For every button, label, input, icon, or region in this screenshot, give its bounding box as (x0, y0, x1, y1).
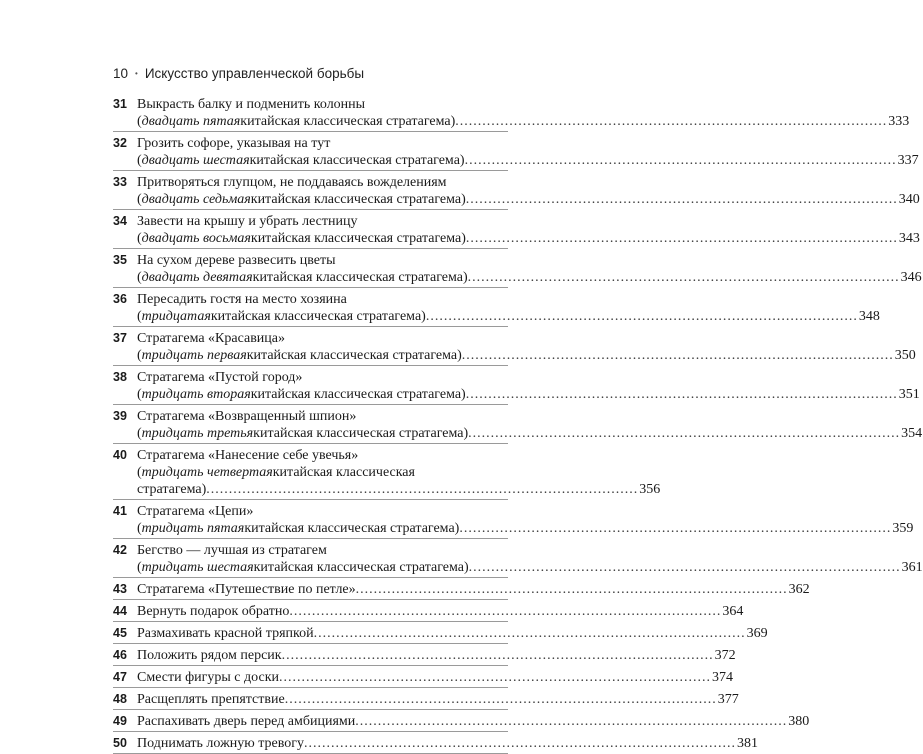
dot-leader (206, 481, 638, 498)
table-of-contents (113, 93, 923, 754)
title-line (137, 174, 920, 191)
chapter-number: 39 (113, 409, 127, 423)
title-text: Поднимать ложную тревогу (137, 736, 304, 751)
subtitle-text: китайская классическая стратагема) (246, 348, 462, 363)
dot-leader (285, 691, 717, 708)
page-ref: 369 (746, 626, 768, 641)
page-ref: 340 (898, 192, 920, 207)
title-line (137, 230, 920, 247)
title-line (137, 542, 923, 559)
page-ref: 372 (714, 648, 736, 663)
title-line (137, 386, 920, 403)
dot-leader (468, 425, 900, 442)
title-text: Выкрасть балку и подменить колонны (137, 97, 366, 112)
page-ref: 359 (892, 521, 914, 536)
title-line (137, 713, 809, 730)
chapter-number: 40 (113, 448, 127, 462)
subtitle-text: китайская классическая стратагема) (252, 270, 468, 285)
toc-entry[interactable] (113, 500, 914, 539)
page-ref: 361 (901, 560, 923, 575)
toc-entry[interactable] (113, 600, 744, 622)
chapter-title (137, 647, 736, 664)
title-text: Вернуть подарок обратно (137, 604, 290, 619)
open-paren: ( (137, 192, 142, 207)
page-ref: 362 (788, 582, 810, 597)
toc-entry[interactable] (113, 210, 920, 249)
title-text: На сухом дереве развесить цветы (137, 253, 336, 268)
title-line (137, 735, 758, 752)
toc-entry[interactable] (113, 327, 916, 366)
toc-entry[interactable] (113, 405, 923, 444)
title-line (137, 252, 922, 269)
chapter-number: 34 (113, 214, 127, 228)
subtitle-text: китайская классическая стратагема) (244, 521, 460, 536)
title-text: стратагема) (137, 482, 207, 497)
title-line (137, 447, 660, 464)
chapter-title (137, 252, 922, 286)
title-text: Стратагема «Нанесение себе увечья» (137, 448, 359, 463)
page-ref: 380 (788, 714, 810, 729)
dot-leader (465, 152, 897, 169)
title-text: Пересадить гостя на место хозяина (137, 292, 347, 307)
dot-leader (356, 581, 788, 598)
chapter-title (137, 174, 920, 208)
toc-entry[interactable] (113, 578, 810, 600)
chapter-number: 33 (113, 175, 127, 189)
page-ref: 354 (901, 426, 923, 441)
chapter-number: 45 (113, 626, 127, 640)
subtitle-text: китайская классическая стратагема) (253, 560, 469, 575)
title-line (137, 691, 739, 708)
title-text: Распахивать дверь перед амбициями (137, 714, 356, 729)
ordinal-italic: тридцать четвертая (141, 465, 273, 480)
toc-entry[interactable] (113, 666, 733, 688)
title-line (137, 408, 922, 425)
chapter-number: 38 (113, 370, 127, 384)
chapter-title (137, 503, 913, 537)
chapter-number: 43 (113, 582, 127, 596)
ordinal-italic: тридцать вторая (141, 387, 251, 402)
chapter-title (137, 369, 920, 403)
title-text: Стратагема «Красавица» (137, 331, 286, 346)
open-paren: ( (137, 465, 142, 480)
chapter-title (137, 603, 743, 620)
page-number: 10 (113, 66, 129, 81)
title-text: Расщеплять препятствие (137, 692, 285, 707)
subtitle-text: китайская классическая стратагема) (240, 114, 456, 129)
dot-leader (468, 269, 900, 286)
title-text: Бегство — лучшая из стратагем (137, 543, 327, 558)
chapter-title (137, 669, 733, 686)
subtitle-text: китайская классическая стратагема) (253, 426, 469, 441)
chapter-title (137, 713, 809, 730)
title-line (137, 481, 660, 498)
chapter-number: 44 (113, 604, 127, 618)
ordinal-italic: тридцать пятая (141, 521, 245, 536)
chapter-title (137, 135, 919, 169)
title-line (137, 269, 922, 286)
chapter-number: 37 (113, 331, 127, 345)
toc-entry[interactable] (113, 366, 920, 405)
chapter-title (137, 408, 922, 442)
toc-entry[interactable] (113, 249, 922, 288)
chapter-number: 48 (113, 692, 127, 706)
dot-leader (279, 669, 711, 686)
dot-leader (462, 347, 894, 364)
title-text: Смести фигуры с доски (137, 670, 279, 685)
toc-entry[interactable] (113, 171, 920, 210)
toc-entry[interactable] (113, 132, 919, 171)
title-line (137, 308, 880, 325)
chapter-title (137, 735, 758, 752)
open-paren: ( (137, 521, 142, 536)
dot-leader (289, 603, 721, 620)
chapter-number: 42 (113, 543, 127, 557)
subtitle-text: китайская классическая (272, 465, 415, 480)
page-ref: 346 (900, 270, 922, 285)
chapter-title (137, 625, 768, 642)
title-line (137, 113, 909, 130)
dot-leader (455, 113, 887, 130)
toc-entry[interactable] (113, 732, 758, 754)
title-text: Притворяться глупцом, не поддаваясь вожделениям (137, 175, 447, 190)
chapter-title (137, 213, 920, 247)
open-paren: ( (137, 309, 142, 324)
page-ref: 333 (888, 114, 910, 129)
subtitle-text: китайская классическая стратагема) (250, 192, 466, 207)
page-ref: 364 (722, 604, 744, 619)
running-header (113, 66, 364, 81)
toc-entry[interactable] (113, 644, 736, 666)
title-line (137, 96, 909, 113)
title-text: Стратагема «Пустой город» (137, 370, 303, 385)
toc-entry[interactable] (113, 444, 661, 500)
chapter-number: 46 (113, 648, 127, 662)
ordinal-italic: двадцать девятая (141, 270, 253, 285)
page-ref: 337 (897, 153, 919, 168)
toc-entry[interactable] (113, 622, 768, 644)
dot-leader (304, 735, 736, 752)
title-line (137, 581, 810, 598)
chapter-title (137, 330, 916, 364)
ordinal-italic: тридцатая (141, 309, 211, 324)
dot-leader (469, 559, 901, 576)
toc-entry[interactable] (113, 539, 923, 578)
page-ref: 351 (898, 387, 920, 402)
title-text: Грозить софоре, указывая на тут (137, 136, 331, 151)
title-line (137, 425, 922, 442)
subtitle-text: китайская классическая стратагема) (210, 309, 426, 324)
title-line (137, 503, 913, 520)
header-bullet: • (135, 69, 138, 78)
open-paren: ( (137, 153, 142, 168)
chapter-number: 35 (113, 253, 127, 267)
title-text: Завести на крышу и убрать лестницу (137, 214, 358, 229)
toc-entry[interactable] (113, 93, 910, 132)
dot-leader (355, 713, 787, 730)
open-paren: ( (137, 231, 142, 246)
title-line (137, 191, 920, 208)
title-text: Стратагема «Цепи» (137, 504, 254, 519)
chapter-title (137, 691, 739, 708)
title-line (137, 625, 768, 642)
subtitle-text: китайская классическая стратагема) (250, 387, 466, 402)
title-line (137, 464, 660, 481)
open-paren: ( (137, 560, 142, 575)
ordinal-italic: тридцать первая (141, 348, 247, 363)
ordinal-italic: тридцать шестая (141, 560, 254, 575)
ordinal-italic: двадцать восьмая (141, 231, 251, 246)
subtitle-text: китайская классическая стратагема) (250, 231, 466, 246)
title-line (137, 291, 880, 308)
title-line (137, 213, 920, 230)
ordinal-italic: двадцать седьмая (141, 192, 251, 207)
chapter-title (137, 581, 810, 598)
title-text: Стратагема «Возвращенный шпион» (137, 409, 357, 424)
open-paren: ( (137, 348, 142, 363)
chapter-title (137, 542, 923, 576)
title-line (137, 647, 736, 664)
ordinal-italic: двадцать шестая (141, 153, 250, 168)
dot-leader (466, 230, 898, 247)
open-paren: ( (137, 426, 142, 441)
page-ref: 374 (712, 670, 733, 685)
open-paren: ( (137, 387, 142, 402)
title-text: Размахивать красной тряпкой (137, 626, 314, 641)
chapter-number: 41 (113, 504, 127, 518)
dot-leader (466, 191, 898, 208)
toc-entry[interactable] (113, 710, 810, 732)
page-ref: 350 (894, 348, 916, 363)
toc-entry[interactable] (113, 688, 739, 710)
ordinal-italic: тридцать третья (141, 426, 254, 441)
ordinal-italic: двадцать пятая (141, 114, 241, 129)
chapter-number: 36 (113, 292, 127, 306)
title-line (137, 347, 916, 364)
title-line (137, 330, 916, 347)
page-ref: 343 (898, 231, 920, 246)
subtitle-text: китайская классическая стратагема) (249, 153, 465, 168)
dot-leader (466, 386, 898, 403)
chapter-title (137, 447, 660, 498)
chapter-number: 49 (113, 714, 127, 728)
chapter-title (137, 96, 909, 130)
dot-leader (459, 520, 891, 537)
page-ref: 381 (736, 736, 758, 751)
toc-entry[interactable] (113, 288, 880, 327)
title-line (137, 669, 733, 686)
title-line (137, 369, 920, 386)
chapter-number: 32 (113, 136, 127, 150)
title-line (137, 135, 919, 152)
title-text: Положить рядом персик (137, 648, 282, 663)
open-paren: ( (137, 270, 142, 285)
open-paren: ( (137, 114, 142, 129)
title-text: Стратагема «Путешествие по петле» (137, 582, 356, 597)
page-ref: 377 (717, 692, 739, 707)
dot-leader (282, 647, 714, 664)
title-line (137, 520, 913, 537)
page-ref: 356 (639, 482, 661, 497)
title-line (137, 603, 743, 620)
chapter-title (137, 291, 880, 325)
chapter-number: 50 (113, 736, 127, 750)
page-ref: 348 (858, 309, 880, 324)
title-line (137, 152, 919, 169)
dot-leader (426, 308, 858, 325)
book-title: Искусство управленческой борьбы (144, 66, 365, 81)
title-line (137, 559, 923, 576)
dot-leader (314, 625, 746, 642)
chapter-number: 31 (113, 97, 127, 111)
chapter-number: 47 (113, 670, 127, 684)
